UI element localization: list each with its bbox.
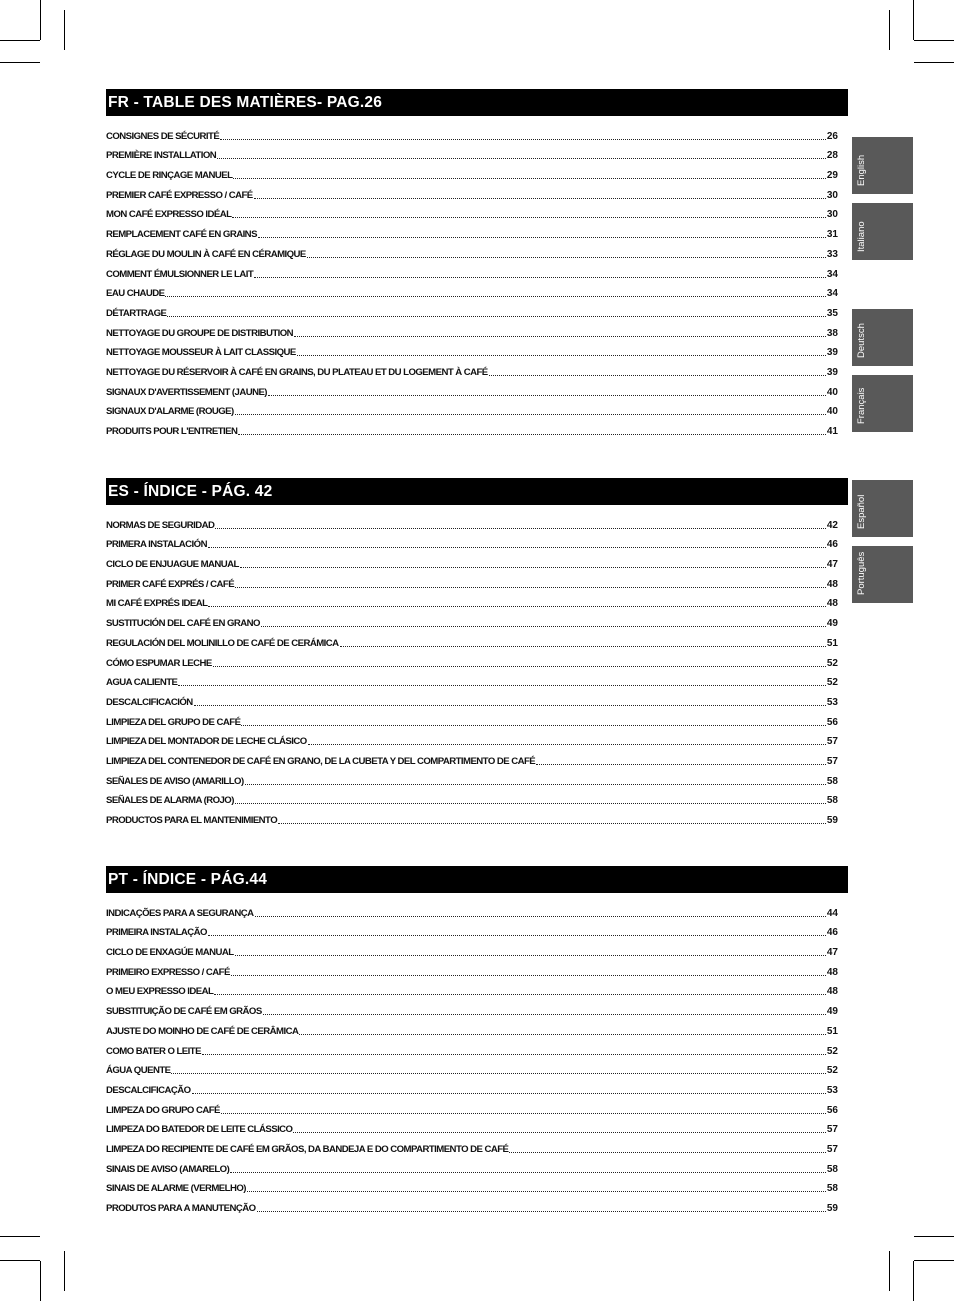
toc-entry-page: 38 (826, 327, 838, 339)
toc-entry-title: PREMIER CAFÉ EXPRESSO / CAFÉ (106, 189, 253, 201)
toc-entry-title: CYCLE DE RINÇAGE MANUEL (106, 170, 233, 182)
toc-entry[interactable] (106, 280, 838, 300)
toc-entry-title: MI CAFÉ EXPRÉS IDEAL (106, 598, 208, 610)
toc-entry-title: PREMIÈRE INSTALLATION (106, 150, 217, 162)
toc-entry-page: 58 (826, 775, 838, 787)
toc-entry[interactable] (106, 122, 838, 142)
dot-leader (171, 1063, 825, 1074)
lang-tab-deutsch[interactable] (852, 309, 913, 366)
toc-entry[interactable] (106, 938, 838, 958)
dot-leader (215, 518, 825, 529)
crop-mark (0, 62, 40, 63)
toc-entry[interactable] (106, 570, 838, 590)
toc-entry-page: 30 (826, 209, 838, 221)
toc-entry[interactable] (106, 161, 838, 181)
dot-leader (307, 247, 826, 258)
dot-leader (178, 675, 825, 686)
toc-entry-page: 57 (826, 755, 838, 767)
toc-entry-page: 35 (826, 307, 838, 319)
dot-leader (214, 984, 826, 995)
crop-mark (0, 40, 40, 41)
toc-entry[interactable] (106, 1037, 838, 1057)
toc-entry-page: 39 (826, 347, 838, 359)
dot-leader (235, 404, 826, 415)
toc-entry[interactable] (106, 669, 838, 689)
toc-entry-page: 34 (826, 288, 838, 300)
toc-entry-page: 30 (826, 189, 838, 201)
dot-leader (278, 813, 826, 824)
toc-entry-title: PRODUTOS PARA A MANUTENÇÃO (106, 1203, 256, 1214)
toc-entry-page: 46 (826, 539, 838, 551)
toc-entry-page: 44 (826, 907, 838, 919)
toc-entry[interactable] (106, 1096, 838, 1116)
crop-mark (914, 1236, 954, 1237)
dot-leader (255, 906, 826, 917)
lang-tab-label: English (856, 154, 867, 186)
toc-entry[interactable] (106, 1057, 838, 1077)
dot-leader (294, 326, 826, 337)
toc-entry-title: REGULACIÓN DEL MOLINILLO DE CAFÉ DE CERÁMICA (106, 637, 339, 649)
dot-leader (221, 1103, 826, 1114)
toc-entry-page: 29 (826, 170, 838, 182)
toc-entry[interactable] (106, 339, 838, 359)
toc-entry-page: 48 (826, 986, 838, 998)
crop-mark (889, 1251, 890, 1291)
toc-entry-page: 48 (826, 966, 838, 978)
toc-entry-page: 57 (826, 1143, 838, 1155)
dot-leader (194, 695, 826, 706)
toc-entry[interactable] (106, 708, 838, 728)
toc-entry-title: RÉGLAGE DU MOULIN À CAFÉ EN CÉRAMIQUE (106, 248, 306, 260)
toc-entry-page: 40 (826, 406, 838, 418)
dot-leader (220, 129, 826, 140)
toc-entry-page: 58 (826, 795, 838, 807)
crop-mark (0, 1236, 40, 1237)
toc-entry-title: LIMPIEZA DEL CONTENEDOR DE CAFÉ EN GRANO, DE LA CUBETA Y DEL COMPARTIMENTO DE CAFÉ (106, 755, 536, 767)
lang-tab-label: Español (856, 494, 867, 529)
toc-entry[interactable] (106, 1194, 838, 1214)
crop-mark (64, 1251, 65, 1291)
dot-leader (240, 557, 826, 568)
toc-entry-title: CÓMO ESPUMAR LECHE (106, 657, 212, 669)
toc-entry[interactable] (106, 1155, 838, 1175)
dot-leader (208, 925, 826, 936)
crop-mark (914, 40, 954, 41)
toc-entry[interactable] (106, 358, 838, 378)
lang-tab-label: Italiano (856, 221, 867, 252)
dot-leader (213, 656, 826, 667)
toc-entry-title: SUSTITUCIÓN DEL CAFÉ EN GRANO (106, 618, 260, 630)
dot-leader (167, 306, 825, 317)
toc-entry-page: 41 (826, 426, 838, 437)
toc-entry-title: EAU CHAUDE (106, 288, 165, 300)
toc-list (106, 899, 838, 1214)
toc-entry-title: LIMPIEZA DEL GRUPO DE CAFÉ (106, 716, 241, 728)
section-header: ES - ÍNDICE - PÁG. 42 (106, 478, 848, 505)
toc-entry[interactable] (106, 609, 838, 629)
toc-entry-page: 48 (826, 598, 838, 610)
toc-entry[interactable] (106, 181, 838, 201)
toc-entry[interactable] (106, 787, 838, 807)
toc-entry[interactable] (106, 319, 838, 339)
lang-tab-francais[interactable] (852, 375, 913, 432)
dot-leader (208, 596, 825, 607)
toc-entry-page: 28 (826, 150, 838, 162)
toc-entry-title: DÉTARTRAGE (106, 307, 167, 319)
toc-entry-page: 58 (826, 1163, 838, 1175)
toc-entry-page: 51 (826, 1025, 838, 1037)
toc-entry-page: 51 (826, 637, 838, 649)
crop-mark (889, 10, 890, 50)
toc-entry-page: 56 (826, 716, 838, 728)
toc-entry-page: 31 (826, 229, 838, 241)
toc-entry-title: NORMAS DE SEGURIDAD (106, 519, 215, 531)
dot-leader (268, 385, 826, 396)
toc-entry-title: MON CAFÉ EXPRESSO IDÉAL (106, 209, 232, 221)
toc-entry-title: SIGNAUX D'AVERTISSEMENT (JAUNE) (106, 386, 267, 398)
toc-entry-title: ÁGUA QUENTE (106, 1065, 171, 1077)
lang-tab-espanol[interactable] (852, 480, 913, 537)
crop-mark (0, 1260, 40, 1261)
toc-entry[interactable] (106, 378, 838, 398)
toc-entry[interactable] (106, 629, 838, 649)
dot-leader (245, 774, 826, 785)
dot-leader (509, 1142, 826, 1153)
dot-leader (217, 148, 826, 159)
toc-entry[interactable] (106, 958, 838, 978)
toc-entry-page: 59 (826, 815, 838, 826)
toc-entry-title: PRIMERA INSTALACIÓN (106, 539, 207, 551)
toc-entry[interactable] (106, 649, 838, 669)
toc-entry-title: O MEU EXPRESSO IDEAL (106, 986, 214, 998)
toc-entry[interactable] (106, 997, 838, 1017)
dot-leader (254, 267, 826, 278)
toc-section-es (106, 478, 848, 826)
dot-leader (299, 1024, 826, 1035)
toc-entry-page: 53 (826, 1084, 838, 1096)
toc-entry-page: 42 (826, 519, 838, 531)
toc-entry-title: SIGNAUX D'ALARME (ROUGE) (106, 406, 234, 418)
toc-entry[interactable] (106, 1076, 838, 1096)
section-header: PT - ÍNDICE - PÁG.44 (106, 866, 848, 893)
dot-leader (233, 168, 825, 179)
toc-entry-page: 52 (826, 1065, 838, 1077)
dot-leader (254, 188, 826, 199)
toc-entry-title: AJUSTE DO MOINHO DE CAFÉ DE CERÂMICA (106, 1025, 299, 1037)
toc-entry-title: DESCALCIFICAÇÃO (106, 1084, 191, 1096)
dot-leader (257, 1201, 826, 1212)
dot-leader (293, 1122, 825, 1133)
toc-entry-title: PRIMEIRA INSTALAÇÃO (106, 927, 207, 939)
crop-mark (914, 1260, 954, 1261)
toc-entry[interactable] (106, 919, 838, 939)
toc-entry-title: CONSIGNES DE SÉCURITÉ (106, 130, 220, 142)
toc-entry-title: SEÑALES DE AVISO (AMARILLO) (106, 775, 244, 787)
toc-entry[interactable] (106, 550, 838, 570)
toc-entry-title: DESCALCIFICACIÓN (106, 696, 193, 708)
toc-entry-title: NETTOYAGE DU RÉSERVOIR À CAFÉ EN GRAINS, DU PLATEAU ET DU LOGEMENT À CAFÉ (106, 366, 488, 378)
toc-entry-page: 49 (826, 1006, 838, 1018)
toc-entry-page: 39 (826, 366, 838, 378)
toc-entry[interactable] (106, 201, 838, 221)
dot-leader (231, 965, 826, 976)
dot-leader (258, 227, 826, 238)
lang-tab-english[interactable] (852, 137, 913, 194)
lang-tab-italiano[interactable] (852, 203, 913, 260)
toc-entry-title: NETTOYAGE DU GROUPE DE DISTRIBUTION (106, 327, 294, 339)
lang-tab-label: Deutsch (856, 323, 867, 358)
toc-entry[interactable] (106, 299, 838, 319)
toc-entry-page: 40 (826, 386, 838, 398)
toc-entry-title: SINAIS DE ALARME (VERMELHO) (106, 1183, 246, 1195)
dot-leader (263, 1004, 826, 1015)
toc-entry[interactable] (106, 728, 838, 748)
toc-entry-page: 48 (826, 578, 838, 590)
toc-entry[interactable] (106, 220, 838, 240)
toc-entry-title: NETTOYAGE MOUSSEUR À LAIT CLASSIQUE (106, 347, 296, 359)
toc-entry[interactable] (106, 398, 838, 418)
toc-entry-title: INDICAÇÕES PARA A SEGURANÇA (106, 907, 254, 919)
toc-entry[interactable] (106, 511, 838, 531)
toc-entry-title: COMO BATER O LEITE (106, 1045, 201, 1057)
toc-entry-page: 57 (826, 1124, 838, 1136)
dot-leader (192, 1083, 826, 1094)
toc-entry-title: SEÑALES DE ALARMA (ROJO) (106, 795, 234, 807)
lang-tab-portugues[interactable] (852, 546, 913, 603)
crop-mark (40, 0, 41, 40)
dot-leader (202, 1044, 826, 1055)
toc-entry[interactable] (106, 1017, 838, 1037)
toc-entry-title: REMPLACEMENT CAFÉ EN GRAINS (106, 229, 257, 241)
toc-entry-page: 49 (826, 618, 838, 630)
toc-entry[interactable] (106, 978, 838, 998)
dot-leader (308, 734, 826, 745)
toc-entry-title: PRODUITS POUR L'ENTRETIEN (106, 426, 238, 437)
toc-entry[interactable] (106, 260, 838, 280)
toc-entry[interactable] (106, 1135, 838, 1155)
toc-entry[interactable] (106, 417, 838, 437)
crop-mark (914, 62, 954, 63)
toc-entry-title: COMMENT ÉMULSIONNER LE LAIT (106, 268, 254, 280)
dot-leader (235, 577, 826, 588)
toc-entry[interactable] (106, 240, 838, 260)
toc-entry-title: PRIMEIRO EXPRESSO / CAFÉ (106, 966, 230, 978)
toc-entry[interactable] (106, 767, 838, 787)
crop-mark (913, 1261, 914, 1301)
toc-list (106, 511, 838, 826)
lang-tab-label: Français (856, 387, 867, 424)
dot-leader (536, 754, 826, 765)
toc-entry-title: CICLO DE ENJUAGUE MANUAL (106, 559, 239, 571)
toc-entry-title: CICLO DE ENXAGÚE MANUAL (106, 947, 234, 959)
dot-leader (165, 286, 825, 297)
dot-leader (241, 715, 825, 726)
toc-entry-title: PRIMER CAFÉ EXPRÉS / CAFÉ (106, 578, 235, 590)
crop-mark (913, 0, 914, 40)
toc-entry-title: SINAIS DE AVISO (AMARELO) (106, 1163, 230, 1175)
toc-entry-title: AGUA CALIENTE (106, 677, 178, 689)
dot-leader (247, 1181, 826, 1192)
toc-entry-title: SUBSTITUIÇÃO DE CAFÉ EM GRÃOS (106, 1006, 262, 1018)
toc-entry-title: LIMPIEZA DEL MONTADOR DE LECHE CLÁSICO (106, 736, 307, 748)
toc-entry[interactable] (106, 688, 838, 708)
toc-entry[interactable] (106, 1116, 838, 1136)
toc-entry[interactable] (106, 747, 838, 767)
dot-leader (230, 1162, 826, 1173)
toc-entry-page: 53 (826, 696, 838, 708)
toc-section-pt (106, 866, 848, 1214)
toc-entry-page: 58 (826, 1183, 838, 1195)
toc-entry-title: LIMPEZA DO BATEDOR DE LEITE CLÁSSICO (106, 1124, 293, 1136)
toc-entry[interactable] (106, 142, 838, 162)
toc-entry-page: 59 (826, 1203, 838, 1214)
toc-entry-page: 52 (826, 657, 838, 669)
dot-leader (208, 537, 826, 548)
toc-entry-page: 56 (826, 1104, 838, 1116)
toc-section-fr (106, 89, 848, 437)
toc-entry-page: 34 (826, 268, 838, 280)
toc-entry-page: 47 (826, 559, 838, 571)
toc-entry-page: 52 (826, 677, 838, 689)
toc-entry-page: 57 (826, 736, 838, 748)
dot-leader (340, 636, 826, 647)
toc-entry-page: 33 (826, 248, 838, 260)
toc-entry[interactable] (106, 531, 838, 551)
toc-entry-page: 47 (826, 947, 838, 959)
toc-entry-title: LIMPEZA DO GRUPO CAFÉ (106, 1104, 220, 1116)
dot-leader (297, 345, 826, 356)
dot-leader (489, 365, 826, 376)
toc-entry[interactable] (106, 806, 838, 826)
toc-entry-page: 46 (826, 927, 838, 939)
dot-leader (235, 945, 826, 956)
crop-mark (40, 1261, 41, 1301)
dot-leader (235, 793, 826, 804)
toc-entry-page: 26 (826, 130, 838, 142)
toc-list (106, 122, 838, 437)
toc-entry[interactable] (106, 590, 838, 610)
toc-entry[interactable] (106, 899, 838, 919)
crop-mark (64, 10, 65, 50)
toc-entry-page: 52 (826, 1045, 838, 1057)
dot-leader (238, 424, 825, 435)
toc-entry[interactable] (106, 1175, 838, 1195)
toc-entry-title: LIMPEZA DO RECIPIENTE DE CAFÉ EM GRÃOS, DA BANDEJA E DO COMPARTIMENTO DE CAFÉ (106, 1143, 509, 1155)
dot-leader (232, 207, 825, 218)
section-header: FR - TABLE DES MATIÈRES- PAG.26 (106, 89, 848, 116)
dot-leader (261, 616, 826, 627)
lang-tab-label: Português (856, 551, 867, 595)
toc-entry-title: PRODUCTOS PARA EL MANTENIMIENTO (106, 815, 278, 826)
